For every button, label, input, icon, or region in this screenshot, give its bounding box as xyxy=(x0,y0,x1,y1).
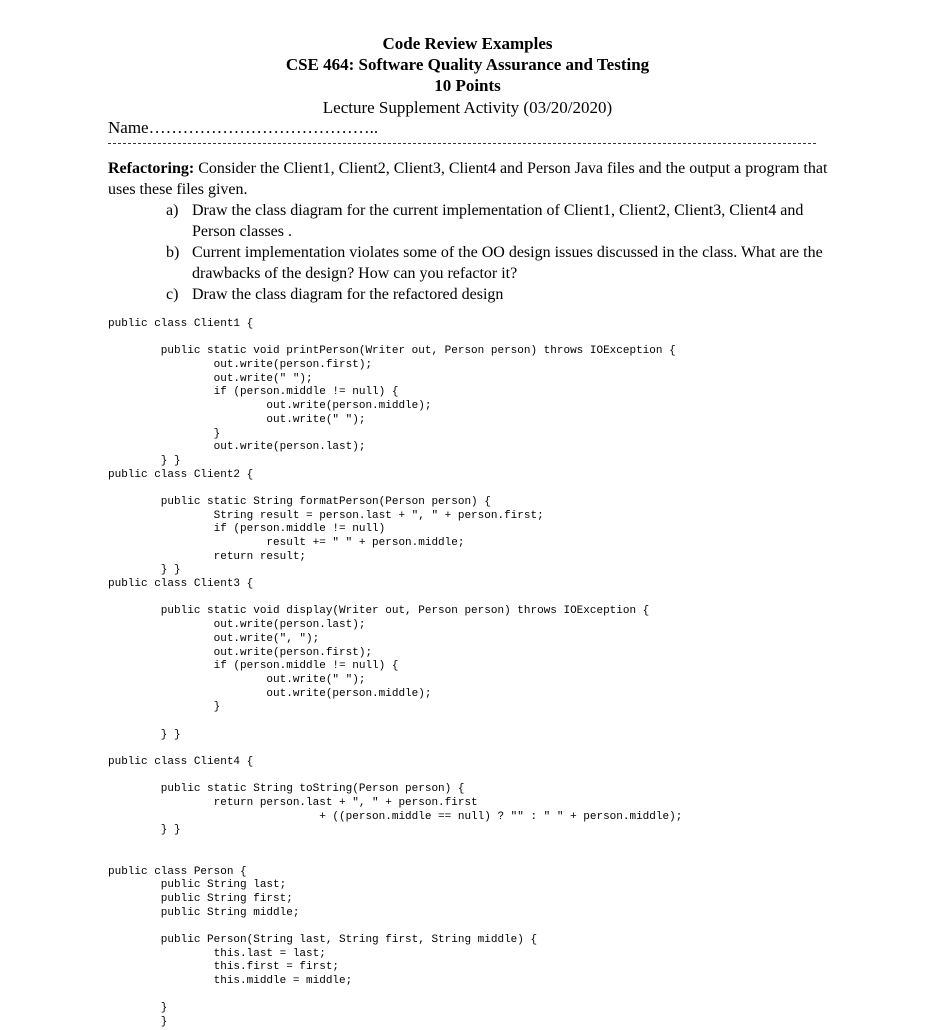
code-line: } } xyxy=(108,728,181,741)
code-line: public String middle; xyxy=(108,906,300,919)
code-line: } } xyxy=(108,454,181,467)
code-line: out.write(person.first); xyxy=(108,359,373,372)
question-b xyxy=(108,242,828,284)
code-line: public class Client2 { xyxy=(108,468,254,481)
code-line: out.write(person.last); xyxy=(108,441,366,454)
question-text: Draw the class diagram for the refactored design xyxy=(192,286,504,303)
code-line: public static void printPerson(Writer out, Person person) throws IOException { xyxy=(108,345,676,358)
question-letter: b) xyxy=(166,244,180,261)
code-line: } } xyxy=(108,824,181,837)
code-line xyxy=(108,742,682,756)
code-line xyxy=(108,852,682,866)
activity-subtitle: Lecture Supplement Activity (03/20/2020) xyxy=(322,98,613,117)
code-line: public String last; xyxy=(108,879,287,892)
question-text: Current implementation violates some of the OO design issues discussed in the class. What are the drawbacks of the design? How can you refactor it? xyxy=(192,244,823,282)
code-line: public static void display(Writer out, Person person) throws IOException { xyxy=(108,605,650,618)
question-text: Draw the class diagram for the current implementation of Client1, Client2, Client3, Client4 and Person classes . xyxy=(192,202,804,240)
code-line: + ((person.middle == null) ? "" : " " + person.middle); xyxy=(108,810,683,823)
code-line: public class Person { xyxy=(108,865,247,878)
code-line: public class Client3 { xyxy=(108,578,254,591)
code-line xyxy=(108,838,682,852)
code-line: if (person.middle != null) { xyxy=(108,660,399,673)
code-line: } xyxy=(108,701,221,714)
code-line xyxy=(108,920,682,934)
document-title: Code Review Examples xyxy=(382,34,553,53)
refactoring-label: Refactoring: xyxy=(108,160,195,177)
code-line: } xyxy=(108,1002,168,1015)
code-line xyxy=(108,770,682,784)
code-line xyxy=(108,332,682,346)
code-line: if (person.middle != null) { xyxy=(108,386,399,399)
code-line: } xyxy=(108,427,221,440)
code-line: out.write(" "); xyxy=(108,413,366,426)
question-letter: c) xyxy=(166,286,179,303)
code-line: out.write(" "); xyxy=(108,673,366,686)
code-line: this.first = first; xyxy=(108,961,340,974)
document-header xyxy=(0,33,935,120)
code-line: return person.last + ", " + person.first xyxy=(108,797,478,810)
java-code-listing xyxy=(108,318,682,1030)
code-line: public Person(String last, String first, String middle) { xyxy=(108,933,538,946)
code-line xyxy=(108,989,682,1003)
code-line: public static String formatPerson(Person person) { xyxy=(108,495,491,508)
question-a xyxy=(108,200,828,242)
refactoring-section xyxy=(108,158,828,305)
code-line: } } xyxy=(108,564,181,577)
code-line: this.last = last; xyxy=(108,947,326,960)
code-line: public class Client1 { xyxy=(108,318,254,330)
code-line: out.write(person.middle); xyxy=(108,400,432,413)
question-letter: a) xyxy=(166,202,179,219)
dashed-divider xyxy=(108,143,816,144)
code-line: if (person.middle != null) xyxy=(108,523,386,536)
code-line: out.write(person.middle); xyxy=(108,687,432,700)
code-line: out.write(person.last); xyxy=(108,619,366,632)
code-line: out.write(", "); xyxy=(108,632,320,645)
refactoring-intro xyxy=(108,158,828,200)
code-line: public static String toString(Person person) { xyxy=(108,783,465,796)
code-line xyxy=(108,592,682,606)
points-label: 10 Points xyxy=(434,76,501,95)
code-line: out.write(person.first); xyxy=(108,646,373,659)
code-line xyxy=(108,715,682,729)
code-line: String result = person.last + ", " + person.first; xyxy=(108,509,544,522)
code-line: result += " " + person.middle; xyxy=(108,537,465,549)
refactoring-intro-text: Consider the Client1, Client2, Client3, Client4 and Person Java files and the output a program that uses these files given. xyxy=(108,160,828,198)
question-c xyxy=(108,284,828,305)
code-line: } xyxy=(108,1016,168,1029)
code-line: out.write(" "); xyxy=(108,372,313,385)
code-line: this.middle = middle; xyxy=(108,975,353,987)
name-field-line: Name………………………………….. xyxy=(108,118,379,137)
code-line xyxy=(108,482,682,496)
code-line: public String first; xyxy=(108,892,293,905)
code-line: public class Client4 { xyxy=(108,756,254,768)
code-line: return result; xyxy=(108,550,307,563)
course-title: CSE 464: Software Quality Assurance and Testing xyxy=(285,55,650,74)
